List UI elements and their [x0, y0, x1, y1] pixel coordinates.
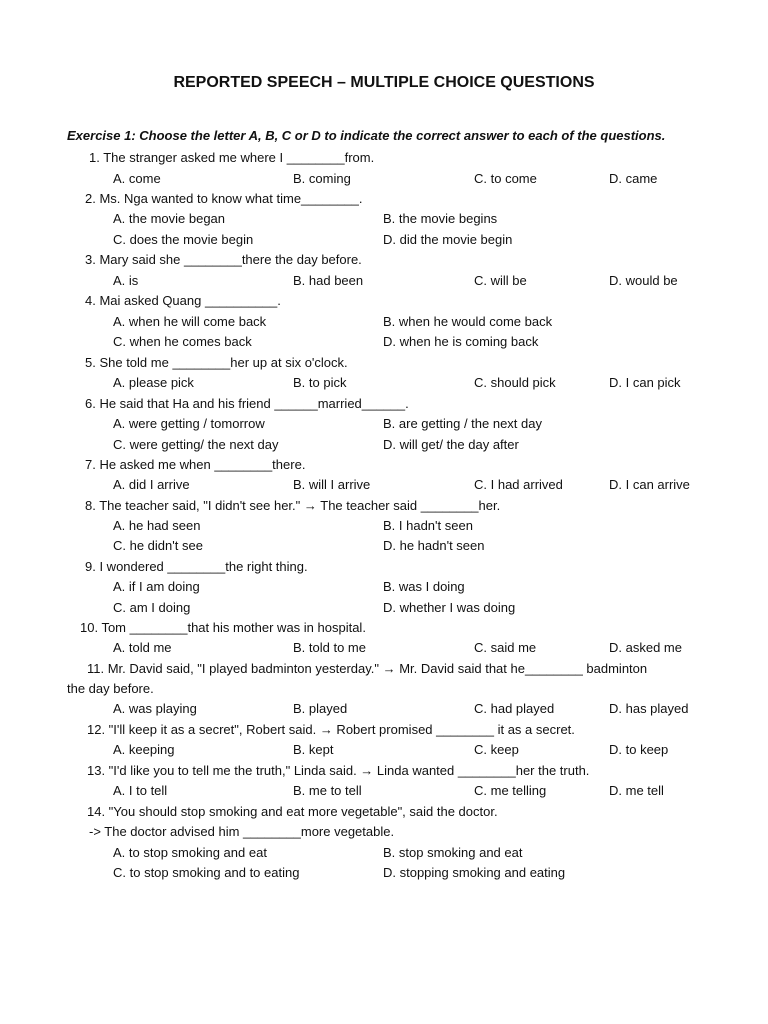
- question-2: 2. Ms. Nga wanted to know what time________.: [85, 191, 363, 206]
- question-8: 8. The teacher said, "I didn't see her." → The teacher said ________her.: [85, 498, 501, 513]
- option-3a: A. is: [113, 273, 139, 288]
- option-5a: A. please pick: [113, 375, 194, 390]
- option-7a: A. did I arrive: [113, 477, 190, 492]
- exercise-instruction: Exercise 1: Choose the letter A, B, C or D to indicate the correct answer to each of the questions.: [67, 128, 666, 143]
- question-11: 11. Mr. David said, "I played badminton yesterday." → Mr. David said that he________ badminton: [87, 661, 648, 676]
- option-8a: A. he had seen: [113, 518, 201, 533]
- option-5c: C. should pick: [474, 375, 556, 390]
- question-14-continued: -> The doctor advised him ________more vegetable.: [89, 824, 395, 839]
- option-4c: C. when he comes back: [113, 334, 252, 349]
- question-4: 4. Mai asked Quang __________.: [85, 293, 281, 308]
- option-5d: D. I can pick: [609, 375, 681, 390]
- option-14c: C. to stop smoking and to eating: [113, 865, 300, 880]
- option-12c: C. keep: [474, 742, 519, 757]
- option-8c: C. he didn't see: [113, 538, 203, 553]
- question-13: 13. "I'd like you to tell me the truth," Linda said. → Linda wanted ________her the truth.: [87, 763, 590, 778]
- option-9b: B. was I doing: [383, 579, 465, 594]
- option-4a: A. when he will come back: [113, 314, 267, 329]
- option-1a: A. come: [113, 171, 161, 186]
- option-3b: B. had been: [293, 273, 364, 288]
- option-11d: D. has played: [609, 701, 689, 716]
- option-13d: D. me tell: [609, 783, 664, 798]
- option-10c: C. said me: [474, 640, 537, 655]
- option-2c: C. does the movie begin: [113, 232, 254, 247]
- question-14: 14. "You should stop smoking and eat more vegetable", said the doctor.: [87, 804, 498, 819]
- option-13a: A. I to tell: [113, 783, 168, 798]
- option-12a: A. keeping: [113, 742, 175, 757]
- option-4b: B. when he would come back: [383, 314, 553, 329]
- question-1: 1. The stranger asked me where I ________from.: [89, 150, 375, 165]
- page-title: REPORTED SPEECH – MULTIPLE CHOICE QUESTIONS: [173, 74, 595, 91]
- option-1d: D. came: [609, 171, 658, 186]
- question-5: 5. She told me ________her up at six o'clock.: [85, 355, 348, 370]
- question-12: 12. "I'll keep it as a secret", Robert said. → Robert promised ________ it as a secret.: [87, 722, 575, 737]
- question-9: 9. I wondered ________the right thing.: [85, 559, 308, 574]
- option-3d: D. would be: [609, 273, 678, 288]
- option-13c: C. me telling: [474, 783, 547, 798]
- option-6c: C. were getting/ the next day: [113, 437, 279, 452]
- option-6a: A. were getting / tomorrow: [113, 416, 265, 431]
- option-1b: B. coming: [293, 171, 351, 186]
- question-11-continued: the day before.: [67, 681, 154, 696]
- option-4d: D. when he is coming back: [383, 334, 539, 349]
- option-14b: B. stop smoking and eat: [383, 845, 523, 860]
- option-6d: D. will get/ the day after: [383, 437, 519, 452]
- option-10b: B. told to me: [293, 640, 366, 655]
- option-3c: C. will be: [474, 273, 527, 288]
- option-2a: A. the movie began: [113, 211, 226, 226]
- option-8d: D. he hadn't seen: [383, 538, 485, 553]
- option-11c: C. had played: [474, 701, 555, 716]
- option-11a: A. was playing: [113, 701, 197, 716]
- option-8b: B. I hadn't seen: [383, 518, 473, 533]
- option-6b: B. are getting / the next day: [383, 416, 542, 431]
- option-10a: A. told me: [113, 640, 172, 655]
- option-7b: B. will I arrive: [293, 477, 371, 492]
- option-11b: B. played: [293, 701, 348, 716]
- option-9d: D. whether I was doing: [383, 600, 516, 615]
- option-9c: C. am I doing: [113, 600, 191, 615]
- option-13b: B. me to tell: [293, 783, 362, 798]
- question-7: 7. He asked me when ________there.: [85, 457, 306, 472]
- option-2d: D. did the movie begin: [383, 232, 513, 247]
- option-14a: A. to stop smoking and eat: [113, 845, 267, 860]
- option-7c: C. I had arrived: [474, 477, 563, 492]
- option-10d: D. asked me: [609, 640, 682, 655]
- question-10: 10. Tom ________that his mother was in hospital.: [80, 620, 366, 635]
- option-2b: B. the movie begins: [383, 211, 498, 226]
- option-9a: A. if I am doing: [113, 579, 200, 594]
- option-5b: B. to pick: [293, 375, 347, 390]
- option-12b: B. kept: [293, 742, 334, 757]
- option-12d: D. to keep: [609, 742, 669, 757]
- question-3: 3. Mary said she ________there the day before.: [85, 252, 362, 267]
- option-7d: D. I can arrive: [609, 477, 690, 492]
- option-1c: C. to come: [474, 171, 537, 186]
- question-6: 6. He said that Ha and his friend ______married______.: [85, 396, 409, 411]
- option-14d: D. stopping smoking and eating: [383, 865, 566, 880]
